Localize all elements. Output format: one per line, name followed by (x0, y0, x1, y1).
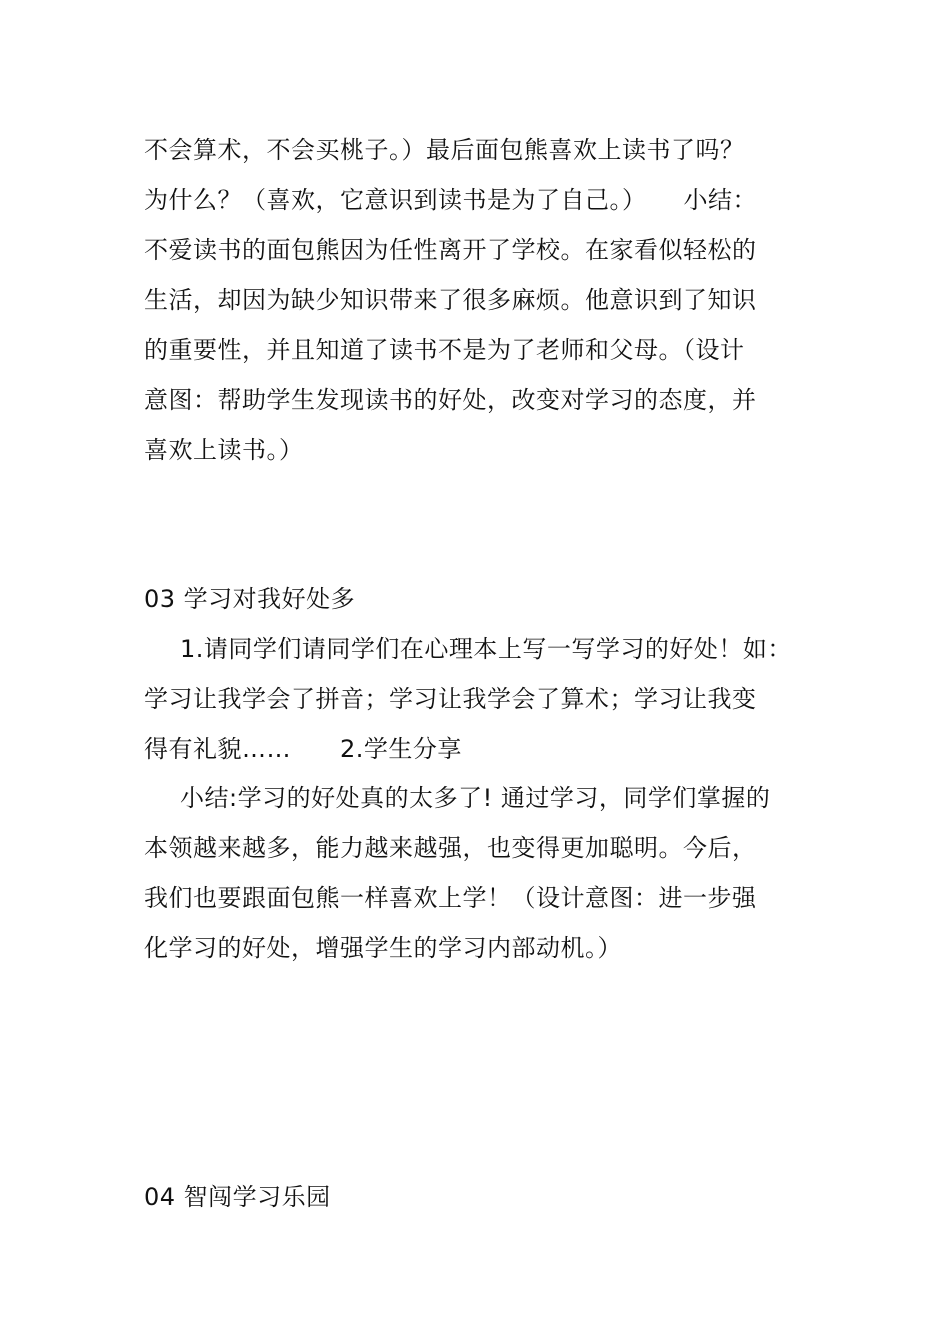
text-line: 化学习的好处，增强学生的学习内部动机。） (144, 934, 622, 962)
text-line: 1.请同学们请同学们在心理本上写一写学习的好处！如： (180, 635, 792, 663)
text-line: 本领越来越多，能力越来越强，也变得更加聪明。今后， (144, 834, 757, 862)
text-line: 我们也要跟面包熊一样喜欢上学！（设计意图：进一步强 (144, 884, 757, 912)
text-line: 喜欢上读书。） (144, 436, 304, 464)
text-line: 生活，却因为缺少知识带来了很多麻烦。他意识到了知识 (144, 286, 757, 314)
text-line: 不会算术，不会买桃子。）最后面包熊喜欢上读书了吗？ (144, 136, 745, 164)
section-heading-03: 03 学习对我好处多 (144, 585, 356, 613)
text-line: 意图：帮助学生发现读书的好处，改变对学习的态度，并 (144, 386, 757, 414)
text-line: 的重要性，并且知道了读书不是为了老师和父母。（设计 (144, 336, 745, 364)
text-line: 不爱读书的面包熊因为任性离开了学校。在家看似轻松的 (144, 236, 757, 264)
section-heading-04: 04 智闯学习乐园 (144, 1183, 331, 1211)
text-line: 为什么？（喜欢，它意识到读书是为了自己。） 小结： (144, 186, 757, 214)
text-line: 学习让我学会了拼音；学习让我学会了算术；学习让我变 (144, 685, 757, 713)
text-line: 得有礼貌…… 2.学生分享 (144, 735, 462, 763)
text-line: 小结:学习的好处真的太多了! 通过学习，同学们掌握的 (180, 784, 771, 812)
